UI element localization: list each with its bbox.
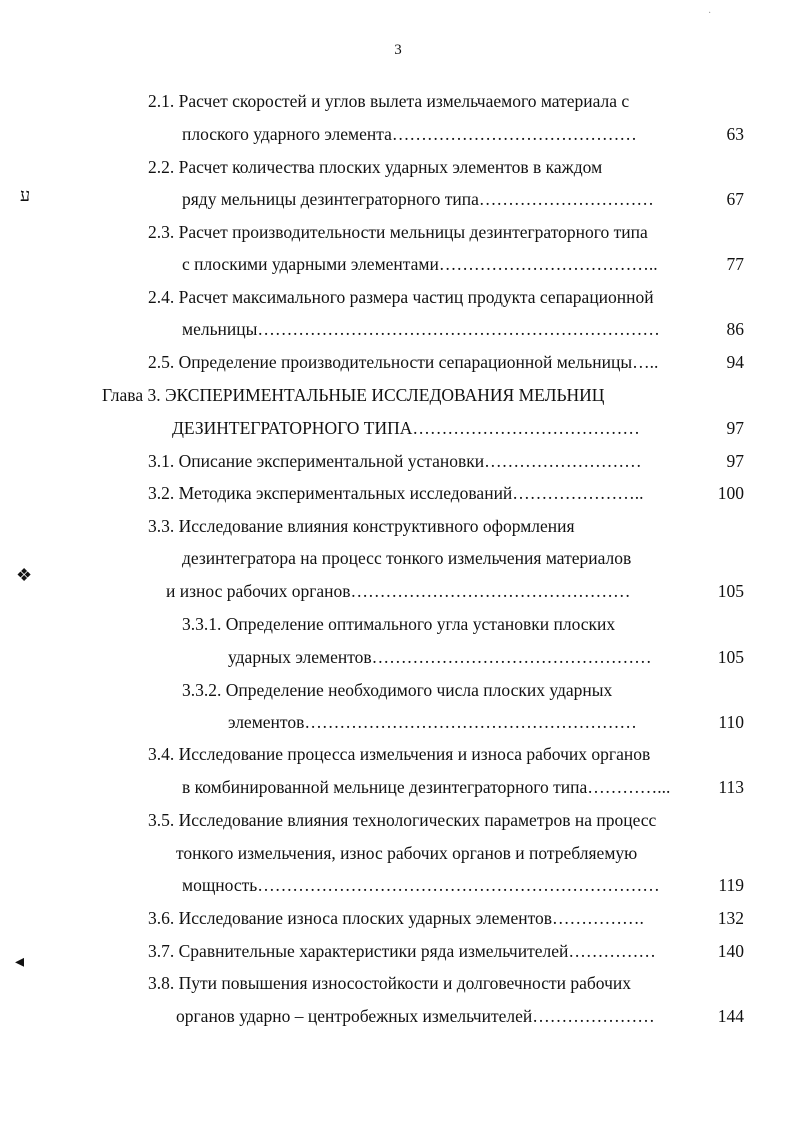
toc-page-ref: 105 bbox=[717, 647, 744, 667]
toc-entry-text: 3.1. Описание экспериментальной установки……………………… bbox=[148, 451, 642, 471]
toc-entry-text: в комбинированной мельнице дезинтеграторного типа…………... bbox=[182, 777, 671, 797]
toc-page-ref: 67 bbox=[726, 189, 744, 209]
toc-entry-text: и износ рабочих органов………………………………………… bbox=[166, 581, 631, 601]
toc-page-ref: 97 bbox=[726, 418, 744, 438]
toc-entry-text: 2.5. Определение производительности сепарационной мельницы….. bbox=[148, 352, 659, 372]
page-number: 3 bbox=[394, 42, 402, 58]
toc-entry-text: 3.8. Пути повышения износостойкости и долговечности рабочих bbox=[148, 973, 631, 993]
toc-entry-text: 3.6. Исследование износа плоских ударных элементов……………. bbox=[148, 908, 644, 928]
toc-entry-text: 2.3. Расчет производительности мельницы дезинтеграторного типа bbox=[148, 222, 648, 242]
toc-subentry-text: 3.3.2. Определение необходимого числа плоских ударных bbox=[182, 680, 613, 700]
margin-mark-3-icon: ◂ bbox=[15, 951, 25, 971]
toc-entry-text: дезинтегратора на процесс тонкого измельчения материалов bbox=[182, 548, 632, 568]
toc-chapter-title: ДЕЗИНТЕГРАТОРНОГО ТИПА………………………………… bbox=[172, 418, 640, 438]
toc-entry-text: органов ударно – центробежных измельчителей………………… bbox=[176, 1006, 655, 1026]
toc-page-ref: 63 bbox=[726, 124, 744, 144]
toc-entry-text: плоского ударного элемента…………………………………… bbox=[182, 124, 637, 144]
toc-page-ref: 94 bbox=[726, 352, 744, 372]
toc-entry-text: 3.2. Методика экспериментальных исследований………………….. bbox=[148, 483, 644, 503]
toc-entry-text: 2.1. Расчет скоростей и углов вылета измельчаемого материала с bbox=[148, 91, 630, 111]
toc-page-ref: 105 bbox=[717, 581, 744, 601]
toc-entry-text: мельницы…………………………………………………………… bbox=[182, 319, 660, 339]
toc-entry-text: 3.3. Исследование влияния конструктивного оформления bbox=[148, 516, 575, 536]
toc-entry-text: 3.7. Сравнительные характеристики ряда измельчителей…………… bbox=[148, 941, 656, 961]
toc-page-ref: 113 bbox=[718, 777, 744, 797]
toc-entry-text: ряду мельницы дезинтеграторного типа………………………… bbox=[182, 189, 654, 209]
toc-page-ref: 110 bbox=[718, 712, 744, 732]
toc-subentry-text: ударных элементов………………………………………… bbox=[228, 647, 652, 667]
toc-page-ref: 77 bbox=[726, 254, 744, 274]
toc-entry-text: мощность…………………………………………………………… bbox=[182, 875, 660, 895]
toc-page-ref: 140 bbox=[717, 941, 744, 961]
toc-page-ref: 132 bbox=[717, 908, 744, 928]
toc-page-ref: 97 bbox=[726, 451, 744, 471]
toc-entry-text: тонкого измельчения, износ рабочих органов и потребляемую bbox=[176, 843, 638, 863]
toc-chapter-title: Глава 3. ЭКСПЕРИМЕНТАЛЬНЫЕ ИССЛЕДОВАНИЯ МЕЛЬНИЦ bbox=[102, 385, 605, 405]
toc-page-ref: 144 bbox=[717, 1006, 744, 1026]
margin-mark-1-icon: ע bbox=[20, 185, 31, 205]
margin-mark-2-icon: ❖ bbox=[16, 565, 33, 585]
toc-page-ref: 86 bbox=[726, 319, 744, 339]
toc-entry-text: 3.5. Исследование влияния технологических параметров на процесс bbox=[148, 810, 657, 830]
toc-entry-text: 2.2. Расчет количества плоских ударных элементов в каждом bbox=[148, 157, 603, 177]
toc-page-ref: 100 bbox=[717, 483, 744, 503]
toc-page-ref: 119 bbox=[718, 875, 744, 895]
toc-entry-text: 3.4. Исследование процесса измельчения и износа рабочих органов bbox=[148, 744, 651, 764]
toc-entry-text: с плоскими ударными элементами……………………………….. bbox=[182, 254, 658, 274]
toc-subentry-text: элементов………………………………………………… bbox=[228, 712, 637, 732]
toc-subentry-text: 3.3.1. Определение оптимального угла установки плоских bbox=[182, 614, 616, 634]
toc-entry-text: 2.4. Расчет максимального размера частиц продукта сепарационной bbox=[148, 287, 654, 307]
scan-speck: · bbox=[708, 8, 712, 19]
